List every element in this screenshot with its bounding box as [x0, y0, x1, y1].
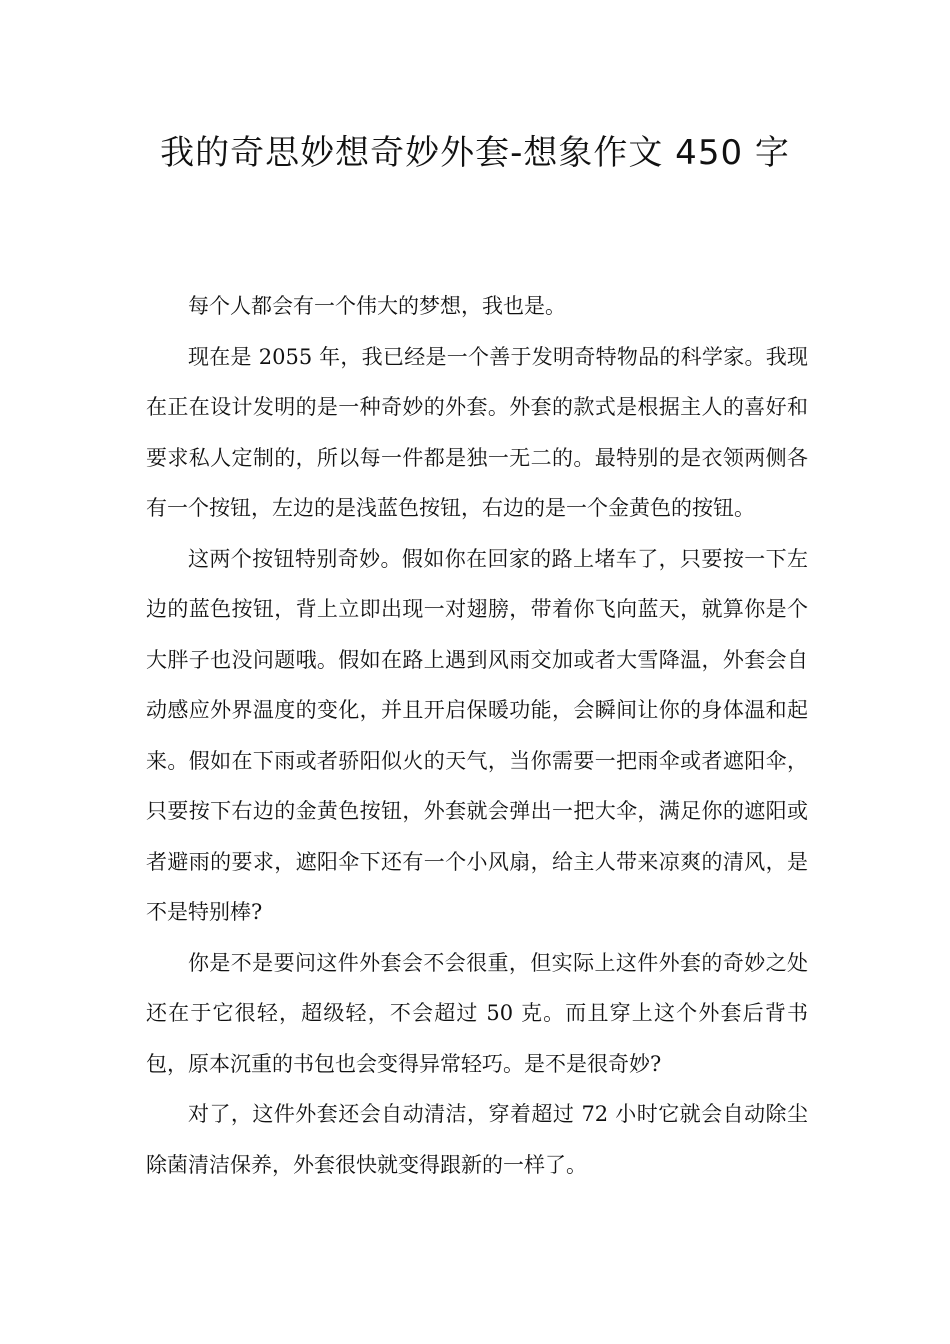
paragraph-4: 你是不是要问这件外套会不会很重，但实际上这件外套的奇妙之处还在于它很轻，超级轻，不会超过 50 克。而且穿上这个外套后背书包，原本沉重的书包也会变得异常轻巧。是不是很奇妙? [146, 950, 808, 1076]
paragraph-5: 对了，这件外套还会自动清洁，穿着超过 72 小时它就会自动除尘除菌清洁保养，外套很快就变得跟新的一样了。 [146, 1102, 808, 1177]
paragraph-3: 这两个按钮特别奇妙。假如你在回家的路上堵车了，只要按一下左边的蓝色按钮，背上立即出现一对翅膀，带着你飞向蓝天，就算你是个大胖子也没问题哦。假如在路上遇到风雨交加或者大雪降温，外套会自动感应外界温度的变化，并且开启保暖功能，会瞬间让你的身体温和起来。假如在下雨或者骄阳似火的天气，当你需要一把雨伞或者遮阳伞，只要按下右边的金黄色按钮，外套就会弹出一把大伞，满足你的遮阳或者避雨的要求，遮阳伞下还有一个小风扇，给主人带来凉爽的清风，是不是特别棒? [146, 546, 808, 924]
paragraph-2: 现在是 2055 年，我已经是一个善于发明奇特物品的科学家。我现在正在设计发明的是一种奇妙的外套。外套的款式是根据主人的喜好和要求私人定制的，所以每一件都是独一无二的。最特别的是衣领两侧各有一个按钮，左边的是浅蓝色按钮，右边的是一个金黄色的按钮。 [146, 344, 808, 520]
paragraph-1: 每个人都会有一个伟大的梦想，我也是。 [188, 294, 566, 318]
document-title: 我的奇思妙想奇妙外套-想象作文 450 字 [160, 133, 790, 173]
document-body [146, 281, 808, 1190]
